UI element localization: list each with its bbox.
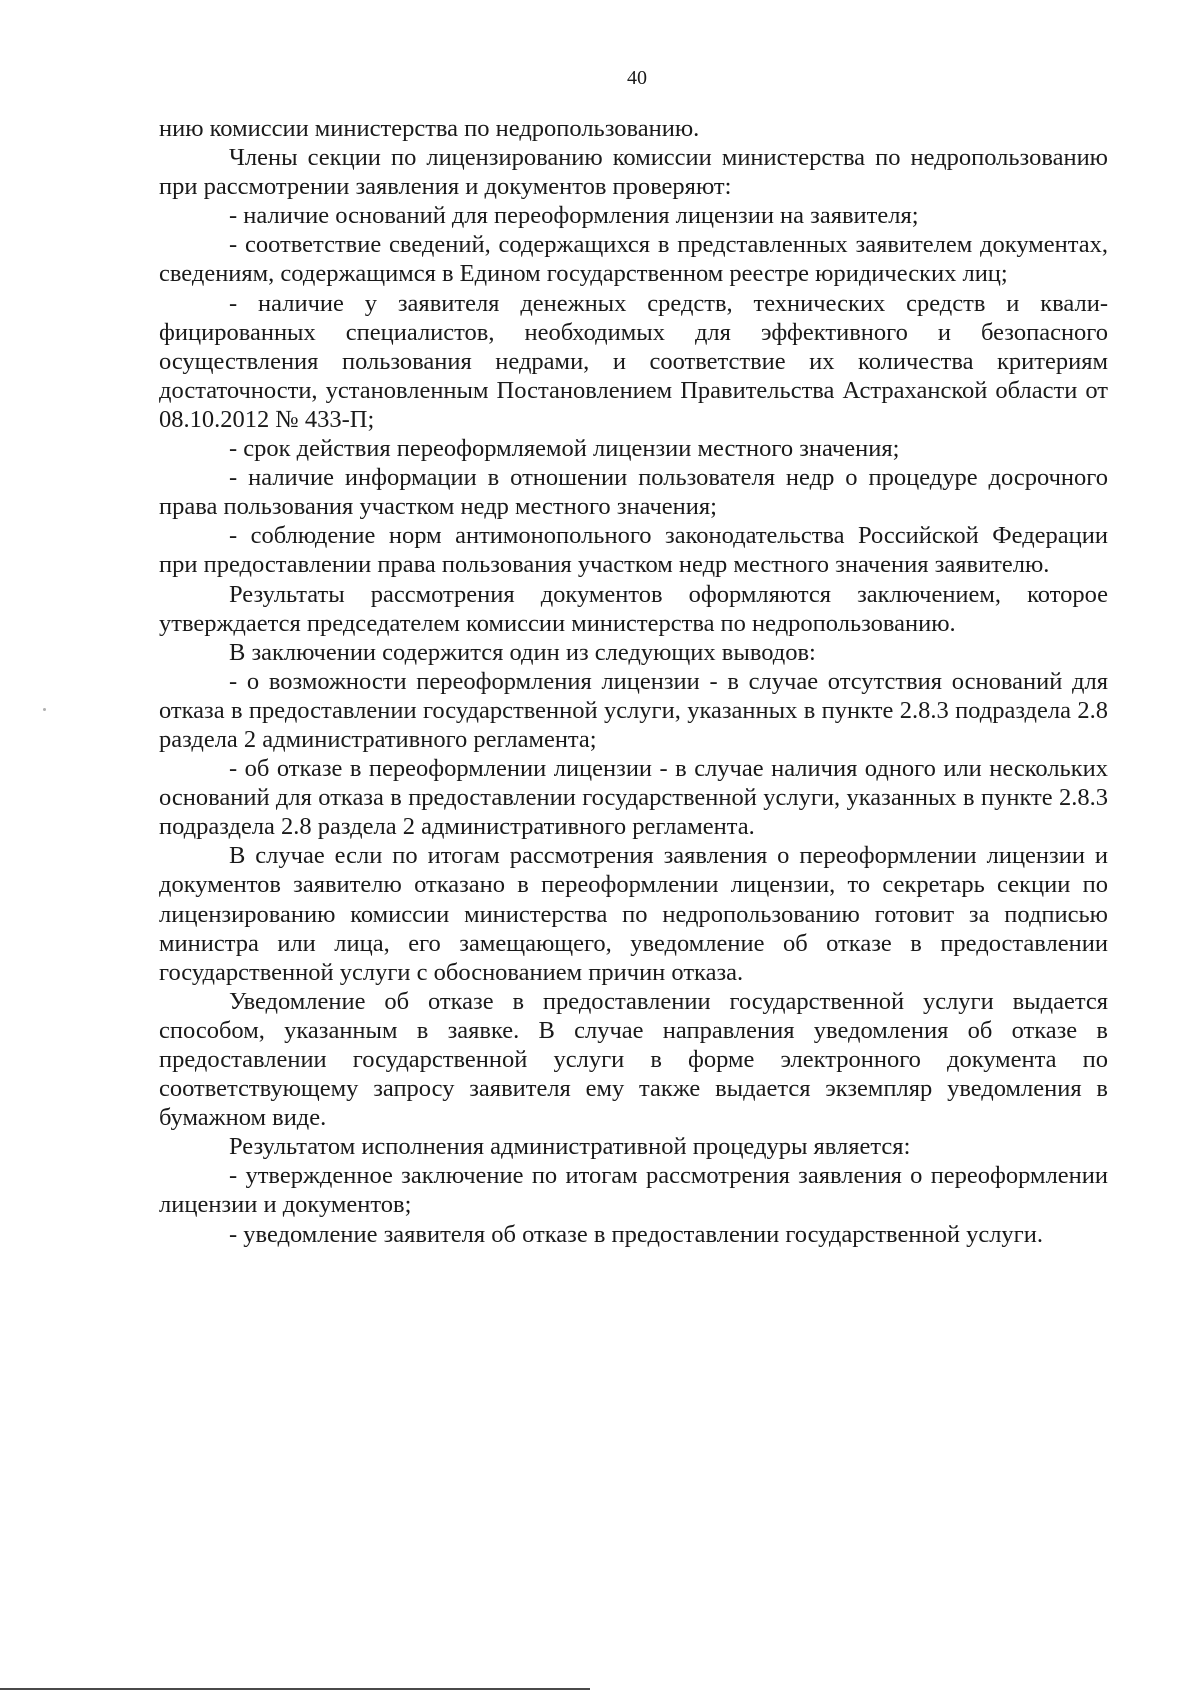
list-item: - наличие информации в отношении пользователя недр о процедуре досрочного права пользования участком недр местного значения; <box>159 464 1108 521</box>
paragraph: Члены секции по лицензированию комиссии министерства по недропользованию при рассмотрении заявления и документов проверяют: <box>159 144 1108 201</box>
list-item: - срок действия переоформляемой лицензии местного значения; <box>229 435 900 463</box>
list-item: - утвержденное заключение по итогам рассмотрения заявления о переоформлении лицензии и документов; <box>159 1162 1108 1219</box>
list-item: - об отказе в переоформлении лицензии - в случае наличия одного или нескольких оснований для отказа в предоставлении государственной услуги, указанных в пункте 2.8.3 подраздела 2.8 раздела 2 административного регламента. <box>159 755 1108 841</box>
paragraph: Результатом исполнения административной процедуры является: <box>229 1133 911 1161</box>
list-item: - о возможности переоформления лицензии - в случае отсутствия оснований для отказа в предоставлении государственной услуги, указанных в пункте 2.8.3 подраздела 2.8 раздела 2 административного регламента; <box>159 667 1108 753</box>
paragraph: В случае если по итогам рассмотрения заявления о переоформлении лицензии и документов заявителю отказано в переоформлении лицензии, то секретарь секции по лицензированию комиссии министерства по недропользованию готовит за подписью министра или лица, его замещающего, уведомление об отказе в предоставлении государственной услуги с обоснованием причин отказа. <box>159 842 1108 986</box>
paragraph: нию комиссии министерства по недропользованию. <box>159 115 700 142</box>
body-text <box>159 114 1108 1249</box>
list-item: - соответствие сведений, содержащихся в представленных заявителем документах, сведениям, содержащимся в Едином государственном реестре юридических лиц; <box>159 231 1108 288</box>
paragraph: Результаты рассмотрения документов оформляются заключением, которое утверждается председателем комиссии министерства по недропользованию. <box>159 580 1108 637</box>
list-item: - уведомление заявителя об отказе в предоставлении государственной услуги. <box>229 1220 1043 1248</box>
paragraph: В заключении содержится один из следующих выводов: <box>229 638 816 666</box>
bottom-rule <box>0 1688 590 1690</box>
paragraph: Уведомление об отказе в предоставлении государственной услуги выдается способом, указанным в заявке. В случае направления уведомления об отказе в предоставлении государственной услуги в форме электронного документа по соответствующему запросу заявителя ему также выдается экземпляр уведомления в бумажном виде. <box>159 987 1108 1132</box>
list-item: - наличие оснований для переоформления лицензии на заявителя; <box>229 202 919 230</box>
page-number: 40 <box>627 67 647 89</box>
list-item: - соблюдение норм антимонопольного законодательства Российской Федерации при предоставлении права пользования участком недр местного значения заявителю. <box>159 522 1108 579</box>
scan-artifact-dot <box>43 708 46 711</box>
list-item: - наличие у заявителя денежных средств, технических средств и квалифицированных специалистов, необходимых для эффективного и безопасного осуществления пользования недрами, и соответствие их количества критериям достаточности, установленным Постановлением Правительства Астраханской области от 08.10.2012 № 433-П; <box>159 289 1108 433</box>
